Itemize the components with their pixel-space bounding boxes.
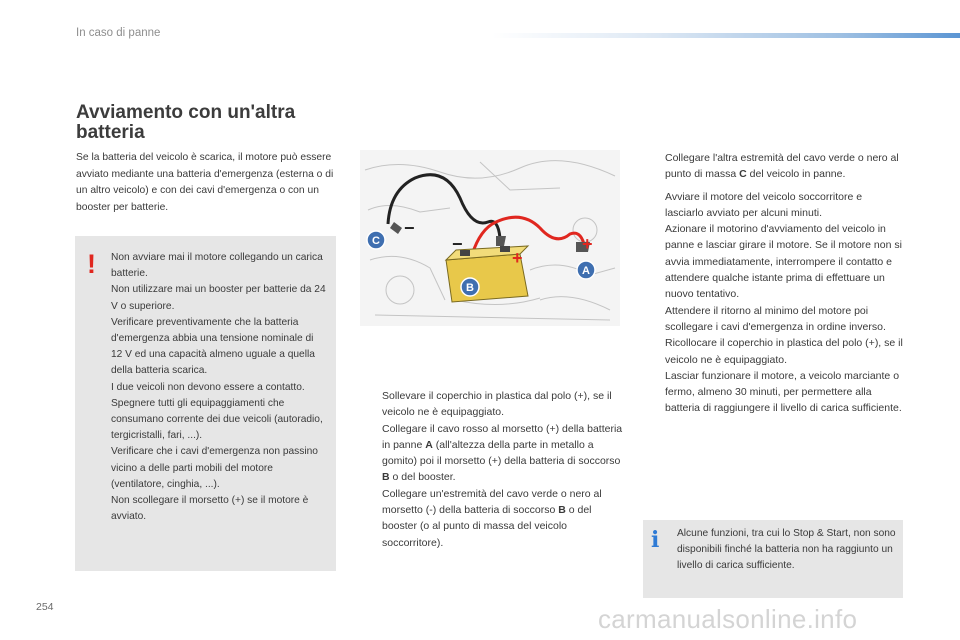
label-c-badge <box>367 231 385 249</box>
header-gradient-bar <box>492 33 960 38</box>
step-item <box>360 421 625 486</box>
step-text: Azionare il motorino d'avviamento del veicolo in panne e lasciar girare il motore. Se il motore non si avvia immediatamente, interrompere il contatto e attendere qualche istante prima di effettuare un nuovo tentativo. <box>665 223 902 301</box>
warning-text <box>111 250 327 525</box>
warning-line: Non scollegare il morsetto (+) se il motore è avviato. <box>111 495 309 523</box>
label-b: B <box>466 282 474 294</box>
plus-sign: + <box>512 248 523 268</box>
step-marker-icon <box>643 189 665 222</box>
step-bold-ref: A <box>425 438 433 451</box>
step-text: Avviare il motore del veicolo soccorritore e lasciarlo avviato per alcuni minuti. <box>665 190 863 219</box>
step-marker-icon <box>643 335 665 368</box>
label-a-badge <box>577 261 595 279</box>
jump-start-illustration <box>360 150 620 326</box>
step-text: o del booster. <box>389 471 456 484</box>
steps-column-middle <box>360 388 625 551</box>
step-marker-icon <box>643 303 665 336</box>
step-marker-icon <box>643 221 665 302</box>
page-title <box>76 103 295 143</box>
info-box <box>643 520 903 598</box>
step-text: o del booster (o al punto di massa del veicolo soccorritore). <box>382 504 592 549</box>
label-c: C <box>372 235 380 247</box>
warning-line: Spegnere tutti gli equipaggiamenti che consumano corrente dei due veicoli (autoradio, tergicristalli, fari, ...). <box>111 397 323 442</box>
page-title-line-2: batteria <box>76 122 145 143</box>
page-header-title: In caso di panne <box>76 27 161 39</box>
step-text: Lasciar funzionare il motore, a veicolo marciante o fermo, almeno 30 minuti, per permettere alla batteria di raggiungere il livello di carica sufficiente. <box>665 369 902 415</box>
step-item <box>360 388 625 421</box>
plus-sign: + <box>582 234 593 254</box>
info-icon: i <box>651 527 660 553</box>
step-text: del veicolo in panne. <box>746 168 846 181</box>
step-text: Ricollocare il coperchio in plastica del polo (+), se il veicolo ne è equipaggiato. <box>665 337 903 366</box>
step-item <box>643 221 903 302</box>
step-text: (all'altezza della parte in metallo a gomito) poi il morsetto (+) della batteria di soccorso <box>382 438 621 468</box>
step-item <box>360 486 625 551</box>
warning-line: I due veicoli non devono essere a contatto. <box>111 381 305 393</box>
intro-paragraph: Se la batteria del veicolo è scarica, il motore può essere avviato mediante una batteria d'emergenza (esterna o di un altro veicolo) e con dei cavi d'emergenza o con un booster per batterie. <box>76 152 334 213</box>
label-b-badge <box>461 278 479 296</box>
step-marker-icon <box>360 388 382 421</box>
step-marker-icon <box>643 368 665 417</box>
step-item <box>643 150 903 183</box>
minus-sign: − <box>404 218 415 238</box>
warning-line: Non avviare mai il motore collegando un carica batterie. <box>111 252 323 280</box>
step-item <box>643 368 903 417</box>
warning-line: Verificare preventivamente che la batteria d'emergenza abbia una tensione nominale di 12 V ed una capacità almeno uguale a quella della batteria scarica. <box>111 316 315 377</box>
step-item <box>643 303 903 336</box>
step-bold-ref: C <box>739 168 747 181</box>
step-item <box>643 335 903 368</box>
step-marker-icon <box>360 421 382 486</box>
warning-line: Verificare che i cavi d'emergenza non passino vicino a delle parti mobili del motore (ventilatore, cinghia, ...). <box>111 446 318 490</box>
step-text: Attendere il ritorno al minimo del motore poi scollegare i cavi d'emergenza in ordine inverso. <box>665 304 886 333</box>
info-text: Alcune funzioni, tra cui lo Stop & Start, non sono disponibili finché la batteria non ha raggiunto un livello di carica sufficiente. <box>677 528 896 572</box>
warning-box <box>75 236 336 571</box>
page-title-line-1: Avviamento con un'altra <box>76 102 296 123</box>
label-a: A <box>582 265 590 277</box>
step-text: Collegare il cavo rosso al morsetto (+) della batteria in panne <box>382 422 623 451</box>
minus-sign: − <box>452 234 463 254</box>
step-bold-ref: B <box>382 471 390 484</box>
watermark: carmanualsonline.info <box>598 604 858 634</box>
step-marker-icon <box>643 150 665 183</box>
page-number: 254 <box>36 601 54 613</box>
exclamation-icon: ! <box>87 249 96 279</box>
warning-line: Non utilizzare mai un booster per batterie da 24 V o superiore. <box>111 284 326 312</box>
step-marker-icon <box>360 486 382 551</box>
steps-column-right <box>643 150 903 417</box>
step-text: Collegare un'estremità del cavo verde o nero al morsetto (-) della batteria di soccorso <box>382 487 602 517</box>
step-bold-ref: B <box>558 504 566 517</box>
step-text: Collegare l'altra estremità del cavo verde o nero al punto di massa <box>665 152 899 181</box>
step-text: Sollevare il coperchio in plastica dal polo (+), se il veicolo ne è equipaggiato. <box>382 390 612 419</box>
step-item <box>643 189 903 222</box>
